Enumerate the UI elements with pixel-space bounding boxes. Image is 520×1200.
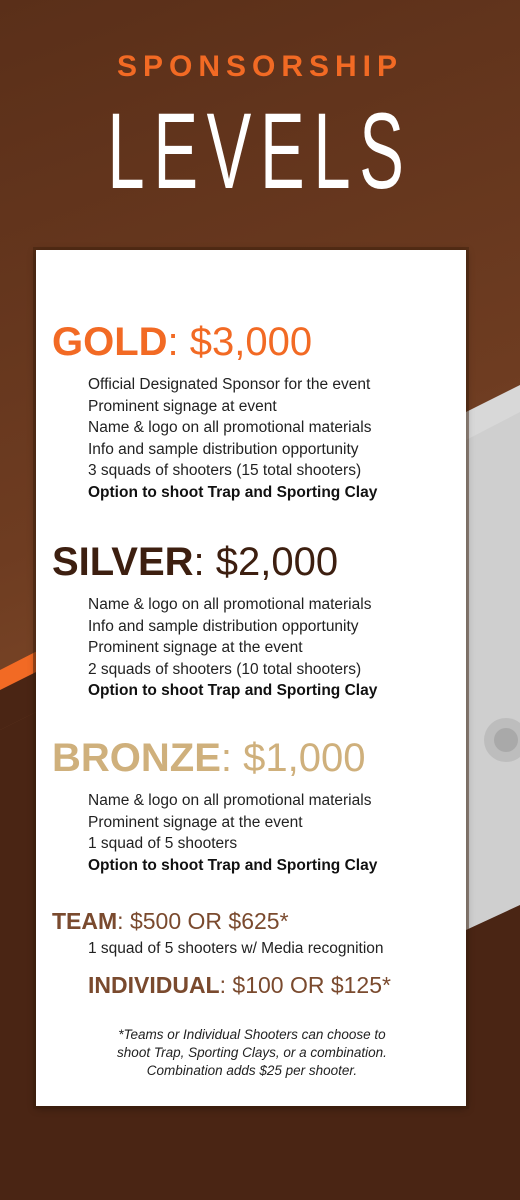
gold-benefits — [52, 374, 452, 503]
silver-price: : $2,000 — [193, 540, 339, 584]
sponsorship-heading: SPONSORSHIP — [116, 50, 404, 83]
silver-benefits — [52, 594, 452, 702]
footnote-line: shoot Trap, Sporting Clays, or a combination. — [117, 1045, 387, 1060]
gold-name: GOLD — [52, 320, 168, 364]
bronze-highlight: Option to shoot Trap and Sporting Clay — [88, 856, 378, 874]
silver-benefit: Name & logo on all promotional materials — [88, 596, 372, 613]
bronze-price: : $1,000 — [220, 736, 366, 780]
bronze-benefit: Prominent signage at the event — [88, 813, 303, 831]
footnote-line: Combination adds $25 per shooter. — [146, 1063, 358, 1078]
individual-tier — [52, 970, 452, 1000]
silver-tier — [52, 538, 452, 702]
bronze-name: BRONZE — [52, 736, 221, 780]
gold-benefit: Official Designated Sponsor for the event — [88, 376, 371, 393]
bronze-benefit: Name & logo on all promotional materials — [88, 792, 372, 809]
footnote — [52, 1026, 452, 1080]
levels-heading: LEVELS — [107, 90, 413, 211]
silver-benefit: Prominent signage at the event — [88, 639, 303, 656]
individual-price: : $100 OR $125* — [219, 972, 391, 998]
silver-name: SILVER — [52, 540, 194, 584]
gold-highlight: Option to shoot Trap and Sporting Clay — [88, 483, 378, 501]
team-title — [52, 906, 452, 936]
bronze-tier — [52, 734, 452, 876]
gold-benefit: Name & logo on all promotional materials — [88, 419, 372, 436]
gold-title — [52, 318, 452, 366]
silver-highlight: Option to shoot Trap and Sporting Clay — [88, 682, 378, 699]
individual-title — [52, 970, 452, 1000]
silver-title — [52, 538, 452, 586]
silver-benefit: Info and sample distribution opportunity — [88, 617, 359, 635]
bronze-benefit: 1 squad of 5 shooters — [88, 835, 238, 852]
team-benefit: 1 squad of 5 shooters w/ Media recognition — [88, 940, 384, 957]
gold-tier — [52, 318, 452, 503]
bronze-title — [52, 734, 452, 782]
team-price: : $500 OR $625* — [117, 908, 289, 934]
footnote-line: *Teams or Individual Shooters can choose to — [118, 1027, 386, 1042]
individual-name: INDIVIDUAL — [88, 972, 220, 998]
gold-benefit: 3 squads of shooters (15 total shooters) — [88, 462, 362, 479]
team-tier — [52, 906, 452, 960]
team-benefits — [52, 938, 452, 960]
bronze-benefits — [52, 790, 452, 876]
gold-benefit: Info and sample distribution opportunity — [88, 440, 359, 458]
silver-benefit: 2 squads of shooters (10 total shooters) — [88, 660, 362, 678]
team-name: TEAM — [52, 908, 118, 934]
gold-benefit: Prominent signage at event — [88, 397, 277, 415]
gold-price: : $3,000 — [167, 320, 313, 364]
